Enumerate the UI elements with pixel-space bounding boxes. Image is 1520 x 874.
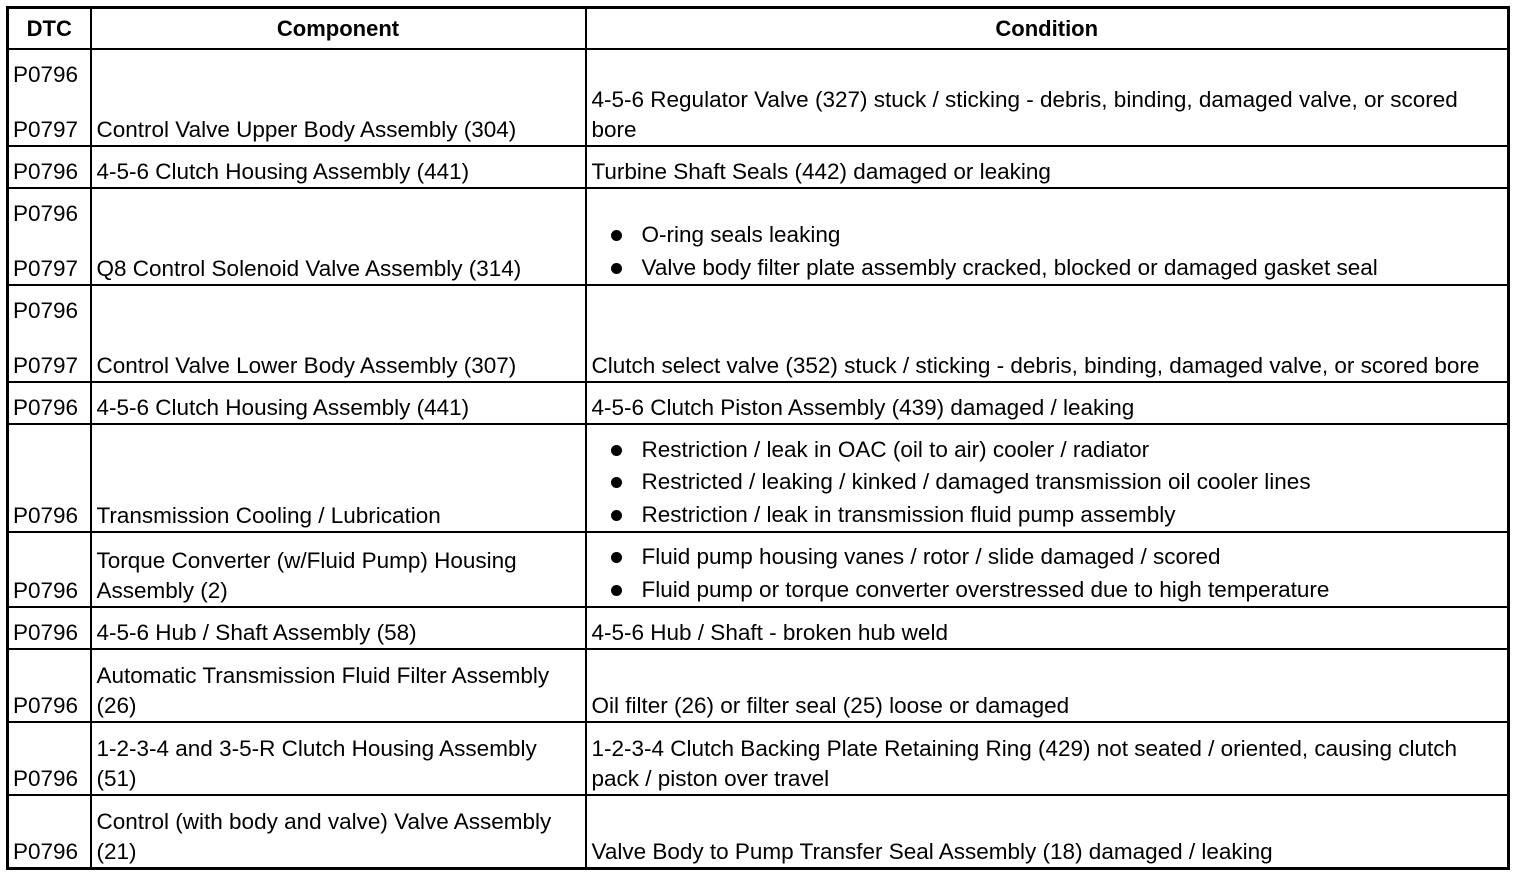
dtc-code: P0796	[13, 62, 79, 87]
component-cell: 4-5-6 Clutch Housing Assembly (441)	[91, 146, 586, 188]
component-cell: Control (with body and valve) Valve Assembly (21)	[91, 795, 586, 868]
header-condition: Condition	[586, 8, 1509, 50]
condition-cell: 4-5-6 Hub / Shaft - broken hub weld	[586, 607, 1509, 649]
component-cell: 4-5-6 Hub / Shaft Assembly (58)	[91, 607, 586, 649]
condition-cell: 4-5-6 Clutch Piston Assembly (439) damaged / leaking	[586, 382, 1509, 424]
dtc-table	[6, 6, 1510, 870]
condition-cell	[586, 188, 1509, 285]
table-body	[8, 49, 1509, 868]
dtc-code: P0796	[13, 766, 79, 791]
dtc-code: P0796	[13, 201, 79, 226]
condition-list	[592, 219, 1503, 284]
condition-cell: 1-2-3-4 Clutch Backing Plate Retaining Ring (429) not seated / oriented, causing clutch pack / piston over travel	[586, 722, 1509, 795]
condition-bullet-item: Fluid pump housing vanes / rotor / slide damaged / scored	[592, 541, 1503, 574]
component-cell: Control Valve Lower Body Assembly (307)	[91, 285, 586, 382]
table-row	[8, 607, 1509, 649]
dtc-cell	[8, 607, 91, 649]
condition-bullet-item: Fluid pump or torque converter overstressed due to high temperature	[592, 574, 1503, 607]
condition-bullet-item: Restricted / leaking / kinked / damaged transmission oil cooler lines	[592, 466, 1503, 499]
dtc-cell	[8, 532, 91, 607]
component-cell: Control Valve Upper Body Assembly (304)	[91, 49, 586, 146]
table-row	[8, 49, 1509, 146]
table-row	[8, 649, 1509, 722]
component-cell: Q8 Control Solenoid Valve Assembly (314)	[91, 188, 586, 285]
dtc-code: P0796	[13, 838, 79, 864]
table-row	[8, 382, 1509, 424]
condition-list	[592, 434, 1503, 532]
header-dtc: DTC	[8, 8, 91, 50]
dtc-code: P0797	[13, 353, 79, 378]
condition-bullet-item: Restriction / leak in OAC (oil to air) cooler / radiator	[592, 434, 1503, 467]
component-cell: 4-5-6 Clutch Housing Assembly (441)	[91, 382, 586, 424]
dtc-code: P0796	[13, 159, 79, 184]
dtc-code: P0796	[13, 693, 79, 718]
condition-bullet-item: Restriction / leak in transmission fluid pump assembly	[592, 499, 1503, 532]
component-cell: Torque Converter (w/Fluid Pump) Housing Assembly (2)	[91, 532, 586, 607]
header-row	[8, 8, 1509, 50]
condition-cell	[586, 424, 1509, 532]
table-row	[8, 795, 1509, 868]
condition-cell: Valve Body to Pump Transfer Seal Assembly (18) damaged / leaking	[586, 795, 1509, 868]
component-cell: Automatic Transmission Fluid Filter Assembly (26)	[91, 649, 586, 722]
dtc-cell	[8, 188, 91, 285]
dtc-code: P0796	[13, 395, 79, 420]
condition-bullet-item: Valve body filter plate assembly cracked, blocked or damaged gasket seal	[592, 252, 1503, 285]
component-cell: 1-2-3-4 and 3-5-R Clutch Housing Assembly (51)	[91, 722, 586, 795]
header-component: Component	[91, 8, 586, 50]
table-row	[8, 188, 1509, 285]
dtc-code: P0797	[13, 256, 79, 281]
dtc-code: P0796	[13, 578, 79, 603]
dtc-code: P0796	[13, 503, 79, 528]
condition-cell: Clutch select valve (352) stuck / sticking - debris, binding, damaged valve, or scored bore	[586, 285, 1509, 382]
dtc-cell	[8, 49, 91, 146]
condition-cell: 4-5-6 Regulator Valve (327) stuck / sticking - debris, binding, damaged valve, or scored bore	[586, 49, 1509, 146]
dtc-cell	[8, 146, 91, 188]
dtc-cell	[8, 285, 91, 382]
table-row	[8, 722, 1509, 795]
dtc-cell	[8, 424, 91, 532]
dtc-code: P0796	[13, 298, 79, 323]
component-cell: Transmission Cooling / Lubrication	[91, 424, 586, 532]
dtc-cell	[8, 795, 91, 868]
dtc-cell	[8, 382, 91, 424]
dtc-code: P0797	[13, 117, 79, 142]
dtc-code: P0796	[13, 620, 79, 645]
table-row	[8, 285, 1509, 382]
condition-bullet-item: O-ring seals leaking	[592, 219, 1503, 252]
dtc-cell	[8, 722, 91, 795]
dtc-cell	[8, 649, 91, 722]
table-row	[8, 424, 1509, 532]
table-row	[8, 532, 1509, 607]
condition-cell: Turbine Shaft Seals (442) damaged or leaking	[586, 146, 1509, 188]
condition-cell	[586, 532, 1509, 607]
condition-cell: Oil filter (26) or filter seal (25) loose or damaged	[586, 649, 1509, 722]
condition-list	[592, 541, 1503, 606]
table-row	[8, 146, 1509, 188]
